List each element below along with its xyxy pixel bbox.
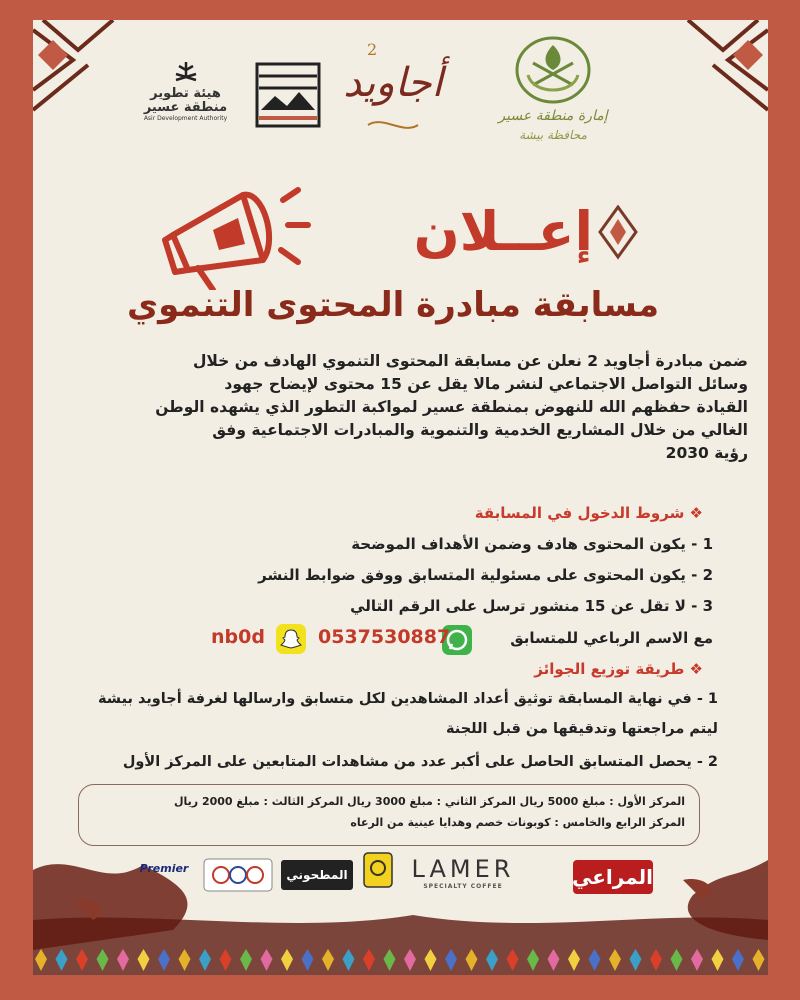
tassel-shape (404, 949, 416, 971)
poster (33, 20, 768, 975)
tassel-shape (56, 949, 68, 971)
tassel-shape (609, 949, 621, 971)
authority-name-line1: هيئة تطوير (150, 86, 221, 101)
corner-ornament-top-right (678, 20, 768, 130)
tassel-shape (97, 949, 109, 971)
whatsapp-number: 0537530887 (318, 626, 451, 648)
emblem-icon (513, 35, 593, 105)
condition-item: 1 - يكون المحتوى هادف وضمن الأهداف الموضحة (351, 535, 713, 553)
ajaweed-number: 2 (367, 40, 378, 59)
sponsor-premier: Premier (139, 862, 189, 875)
corner-ornament-top-left (33, 20, 123, 130)
intro-line: رؤية 2030 (665, 444, 748, 462)
snapchat-icon (275, 623, 307, 655)
tassel-shape (486, 949, 498, 971)
tassel-shape (322, 949, 334, 971)
palm-swords-icon (171, 58, 201, 86)
emirate-name: إمارة منطقة عسير (498, 108, 608, 124)
tassel-shape (548, 949, 560, 971)
prize-amounts-line: المركز الأول : مبلغ 5000 ريال المركز الثاني : مبلغ 3000 ريال المركز الثالث : مبلغ 2000 ريال (173, 795, 685, 808)
tassel-shape (261, 949, 273, 971)
authority-name-english: Asir Development Authority (143, 115, 228, 122)
tassel-shape (732, 949, 744, 971)
prize-item: ليتم مراجعتها وتدقيقها من قبل اللجنة (445, 721, 718, 737)
tassel-shape (466, 949, 478, 971)
intro-line: وسائل التواصل الاجتماعي لنشر مالا يقل عن 15 محتوى لإيضاح جهود (224, 375, 748, 393)
tassel-shape (179, 949, 191, 971)
tassel-shape (76, 949, 88, 971)
diamond-ornament-icon (598, 205, 638, 260)
tassel-shape (158, 949, 170, 971)
ajaweed-flourish (363, 115, 423, 135)
tassel-shape (650, 949, 662, 971)
intro-paragraph (53, 350, 748, 465)
contact-note: مع الاسم الرباعي للمتسابق (510, 629, 713, 647)
prize-item: 1 - في نهاية المسابقة توثيق أعداد المشاهدين لكل متسابق وارسالها لغرفة أجاويد بيشة (98, 691, 718, 707)
tassel-shape (568, 949, 580, 971)
mountains-logo-icon (253, 60, 323, 130)
tassel-shape (138, 949, 150, 971)
bullet-icon: ❖ (684, 504, 703, 522)
tassel-shape (117, 949, 129, 971)
tassel-shape (630, 949, 642, 971)
tassel-shape (691, 949, 703, 971)
tassel-shape (753, 949, 765, 971)
megaphone-icon (153, 170, 313, 290)
condition-item: 2 - يكون المحتوى على مسئولية المتسابق ووفق ضوابط النشر (258, 566, 713, 584)
conditions-heading: ❖ شروط الدخول في المسابقة (474, 504, 703, 522)
intro-line: القيادة حفظهم الله للنهوض بمنطقة عسير لمواكبة التطور الذي يشهده الوطن (155, 398, 748, 416)
authority-name-line2: منطقة عسير (143, 100, 228, 115)
tassel-shape (425, 949, 437, 971)
tassel-row (33, 945, 768, 975)
tassel-shape (671, 949, 683, 971)
sponsor-badge-icon (363, 852, 393, 888)
tassel-shape (445, 949, 457, 971)
tassel-shape (507, 949, 519, 971)
lamer-logo: LAMER (411, 855, 515, 883)
tassel-shape (35, 949, 47, 971)
sponsor-lamer (403, 855, 523, 899)
governorate-name: محافظة بيشة (519, 128, 587, 142)
sponsor-almarai: المراعي (573, 860, 653, 894)
tassel-shape (281, 949, 293, 971)
tassel-shape (302, 949, 314, 971)
snapchat-handle: nb0d (211, 626, 265, 648)
intro-line: الغالي من خلال المشاريع الخدمية والتنموية والمبادرات الاجتماعية وفق (212, 421, 748, 439)
sponsor-almadhouni: المطحوني (281, 860, 353, 890)
intro-line: ضمن مبادرة أجاويد 2 نعلن عن مسابقة المحتوى التنموي الهادف من خلال (192, 352, 748, 370)
tassel-shape (384, 949, 396, 971)
prizes-heading: ❖ طريقة توزيع الجوائز (534, 660, 703, 678)
competition-title: مسابقة مبادرة المحتوى التنموي (126, 285, 660, 325)
tassel-shape (220, 949, 232, 971)
lamer-subtitle: SPECIALTY COFFEE (423, 883, 503, 890)
tassel-shape (589, 949, 601, 971)
prize-amounts-box (78, 784, 700, 846)
announcement-title: إعــلان (413, 200, 593, 263)
prize-item: 2 - يحصل المتسابق الحاصل على أكبر عدد من مشاهدات المتابعين على المركز الأول (122, 754, 718, 770)
prize-coupons-line: المركز الرابع والخامس : كوبونات خصم وهدايا عينية من الرعاه (350, 816, 685, 829)
tassel-shape (199, 949, 211, 971)
tassel-shape (712, 949, 724, 971)
sponsor-logo-icon (203, 858, 273, 892)
condition-item: 3 - لا تقل عن 15 منشور ترسل على الرقم التالي (350, 597, 713, 615)
tassel-shape (343, 949, 355, 971)
ajaweed-logo: أجاويد (343, 60, 443, 106)
tassel-shape (363, 949, 375, 971)
bullet-icon: ❖ (684, 660, 703, 678)
tassel-shape (527, 949, 539, 971)
tassel-shape (240, 949, 252, 971)
